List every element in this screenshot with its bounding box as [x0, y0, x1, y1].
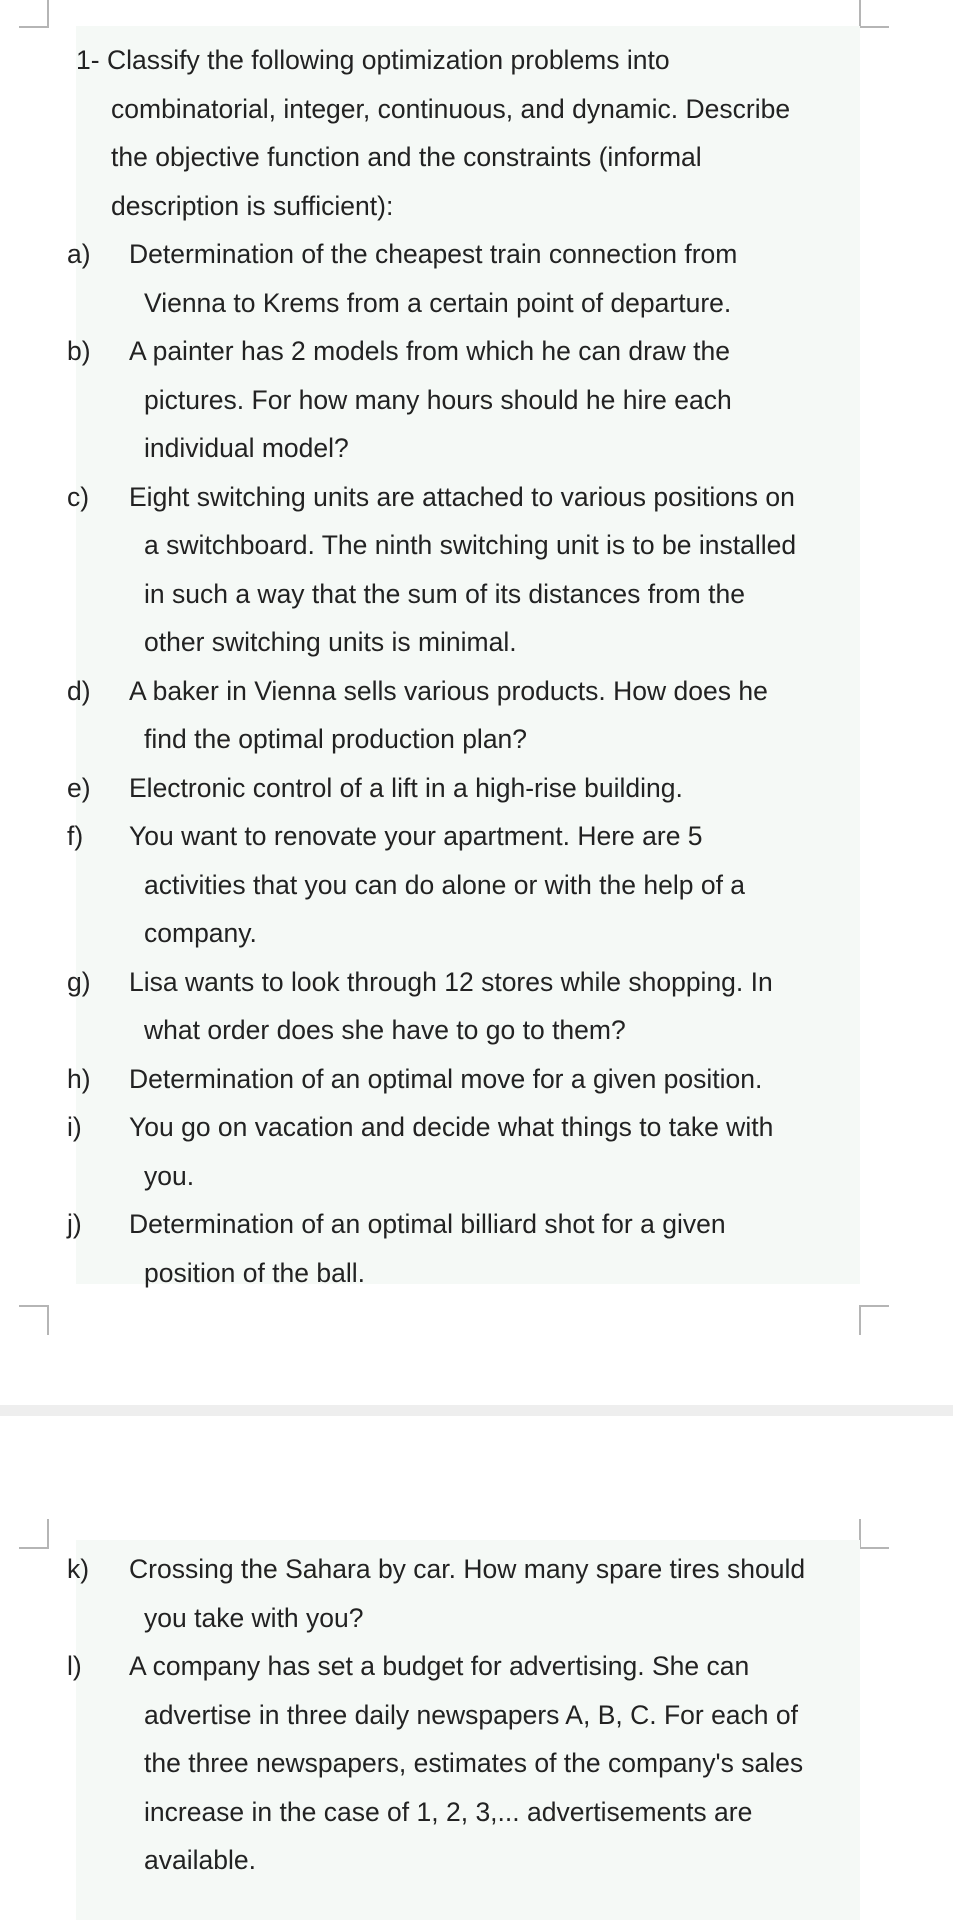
question-number: 1-: [76, 45, 100, 75]
item-line: Vienna to Krems from a certain point of departure.: [144, 287, 732, 318]
problem-item: [67, 327, 860, 473]
item-marker: d): [67, 675, 91, 706]
item-line: you.: [144, 1160, 195, 1191]
item-marker: a): [67, 239, 91, 269]
item-line: pictures. For how many hours should he hire each: [144, 384, 732, 415]
item-marker: k): [67, 1554, 90, 1584]
item-line: other switching units is minimal.: [144, 627, 517, 657]
item-marker: i): [67, 1112, 82, 1142]
item-line: A company has set a budget for advertising. She can: [129, 1651, 750, 1681]
item-line: Eight switching units are attached to various positions on: [129, 481, 795, 512]
item-marker: f): [67, 821, 84, 851]
item-line: position of the ball.: [144, 1257, 365, 1288]
problem-item: [67, 812, 860, 958]
problem-item: [67, 1545, 860, 1642]
item-marker: c): [67, 481, 90, 512]
problem-item: [67, 1642, 860, 1885]
question-line: Classify the following optimization problems into: [106, 45, 670, 75]
crop-mark-top-right: [859, 0, 889, 28]
item-line: advertise in three daily newspapers A, B, C. For each of: [144, 1699, 798, 1730]
item-line: company.: [144, 918, 257, 948]
item-line: what order does she have to go to them?: [144, 1015, 626, 1045]
item-line: You want to renovate your apartment. Here are 5: [129, 821, 703, 851]
item-line: Lisa wants to look through 12 stores while shopping. In: [129, 966, 773, 997]
content-area: [67, 1540, 860, 1920]
question-line: combinatorial, integer, continuous, and dynamic. Describe: [111, 93, 791, 124]
crop-mark-top-left: [19, 1519, 49, 1549]
problem-item: [67, 230, 860, 327]
item-line: Crossing the Sahara by car. How many spare tires should: [129, 1554, 806, 1584]
question-line: description is sufficient):: [111, 190, 394, 221]
question-line: the objective function and the constraints (informal: [111, 142, 702, 172]
content-area: [67, 26, 860, 1288]
question-heading: [76, 36, 860, 230]
crop-mark-top-left: [19, 0, 49, 28]
problem-list: [67, 1545, 860, 1885]
item-line: the three newspapers, estimates of the company's sales: [144, 1748, 804, 1778]
crop-mark-bottom-left: [19, 1305, 49, 1335]
problem-item: [67, 1055, 860, 1104]
problem-item: [67, 1103, 860, 1200]
item-line: Determination of an optimal billiard shot for a given: [129, 1209, 726, 1239]
item-line: individual model?: [144, 433, 349, 463]
item-marker: b): [67, 336, 91, 366]
item-line: A painter has 2 models from which he can draw the: [129, 336, 730, 366]
question-text: [67, 36, 860, 1297]
problem-item: [67, 473, 860, 667]
document-page-2: [0, 1416, 953, 1920]
item-line: increase in the case of 1, 2, 3,... advertisements are: [144, 1796, 753, 1827]
item-marker: h): [67, 1063, 91, 1094]
item-line: Electronic control of a lift in a high-rise building.: [129, 772, 683, 803]
question-text-continued: [67, 1545, 860, 1885]
problem-item: [67, 958, 860, 1055]
problem-item: [67, 1200, 860, 1297]
item-line: A baker in Vienna sells various products. How does he: [129, 675, 768, 706]
item-line: Determination of an optimal move for a given position.: [129, 1063, 763, 1094]
item-line: You go on vacation and decide what things to take with: [129, 1112, 774, 1142]
item-marker: l): [67, 1651, 82, 1681]
problem-list: [67, 230, 860, 1297]
problem-item: [67, 667, 860, 764]
item-marker: g): [67, 966, 91, 997]
problem-item: [67, 764, 860, 813]
item-line: available.: [144, 1845, 256, 1875]
item-line: Determination of the cheapest train connection from: [129, 239, 738, 269]
crop-mark-top-right: [859, 1519, 889, 1549]
item-line: find the optimal production plan?: [144, 724, 528, 754]
item-marker: e): [67, 772, 91, 803]
item-line: activities that you can do alone or with the help of a: [144, 869, 746, 900]
item-line: in such a way that the sum of its distances from the: [144, 578, 745, 609]
item-marker: j): [67, 1209, 82, 1239]
item-line: a switchboard. The ninth switching unit is to be installed: [144, 530, 797, 560]
page-separator: [0, 1405, 953, 1416]
item-line: you take with you?: [144, 1602, 364, 1633]
crop-mark-bottom-right: [859, 1305, 889, 1335]
